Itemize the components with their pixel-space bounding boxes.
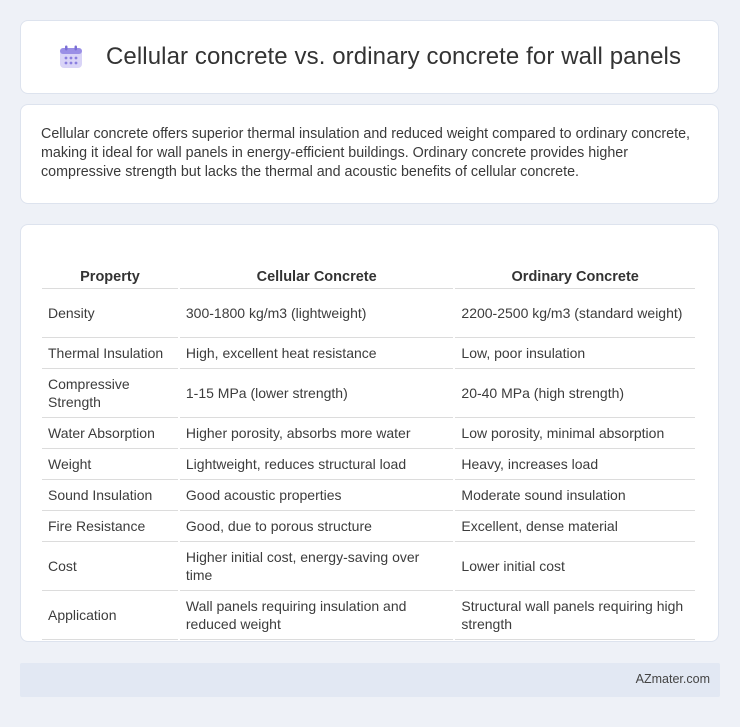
ordinary-cell: Low porosity, minimal absorption (455, 418, 695, 449)
property-cell: Cost (42, 542, 178, 591)
cellular-cell: 1-15 MPa (lower strength) (180, 369, 454, 418)
page-title: Cellular concrete vs. ordinary concrete for wall panels (105, 43, 682, 70)
ordinary-cell: Moderate sound insulation (455, 480, 695, 511)
property-cell: Thermal Insulation (42, 338, 178, 369)
cellular-cell: Good acoustic properties (180, 480, 454, 511)
table-row (42, 418, 695, 449)
property-cell: Fire Resistance (42, 511, 178, 542)
table-row (42, 338, 695, 369)
property-cell: Application (42, 591, 178, 640)
ordinary-cell: Heavy, increases load (455, 449, 695, 480)
property-cell: Density (42, 289, 178, 338)
comparison-table (40, 245, 697, 640)
title-card (20, 20, 719, 94)
cellular-cell: Lightweight, reduces structural load (180, 449, 454, 480)
table-row (42, 511, 695, 542)
title-wrap (58, 43, 681, 71)
header-cellular-concrete: Cellular Concrete (180, 245, 454, 289)
ordinary-cell: Structural wall panels requiring high strength (455, 591, 695, 640)
table-row (42, 542, 695, 591)
table-row (42, 480, 695, 511)
footer-bar (20, 663, 720, 697)
calendar-icon (58, 44, 84, 70)
table-row (42, 591, 695, 640)
header-property: Property (42, 245, 178, 289)
table-row (42, 369, 695, 418)
ordinary-cell: 2200-2500 kg/m3 (standard weight) (455, 289, 695, 338)
cellular-cell: Higher porosity, absorbs more water (180, 418, 454, 449)
ordinary-cell: 20-40 MPa (high strength) (455, 369, 695, 418)
cellular-cell: Higher initial cost, energy-saving over time (180, 542, 454, 591)
ordinary-cell: Lower initial cost (455, 542, 695, 591)
property-cell: Water Absorption (42, 418, 178, 449)
cellular-cell: 300-1800 kg/m3 (lightweight) (180, 289, 454, 338)
table-row (42, 449, 695, 480)
cellular-cell: Good, due to porous structure (180, 511, 454, 542)
property-cell: Sound Insulation (42, 480, 178, 511)
cellular-cell: High, excellent heat resistance (180, 338, 454, 369)
header-ordinary-concrete: Ordinary Concrete (455, 245, 695, 289)
cellular-cell: Wall panels requiring insulation and reduced weight (180, 591, 454, 640)
table-row (42, 289, 695, 338)
summary-card (20, 104, 719, 204)
comparison-table-card (20, 224, 719, 642)
summary-text: Cellular concrete offers superior thermal insulation and reduced weight compared to ordinary concrete, making it ideal for wall panels in energy-efficient buildings. Ordinary concrete provides higher compressive strength but lacks the thermal and acoustic benefits of cellular concrete. (41, 126, 691, 180)
table-header-row (42, 245, 695, 289)
footer-brand: AZmater.com (635, 672, 710, 686)
ordinary-cell: Low, poor insulation (455, 338, 695, 369)
ordinary-cell: Excellent, dense material (455, 511, 695, 542)
property-cell: Compressive Strength (42, 369, 178, 418)
property-cell: Weight (42, 449, 178, 480)
